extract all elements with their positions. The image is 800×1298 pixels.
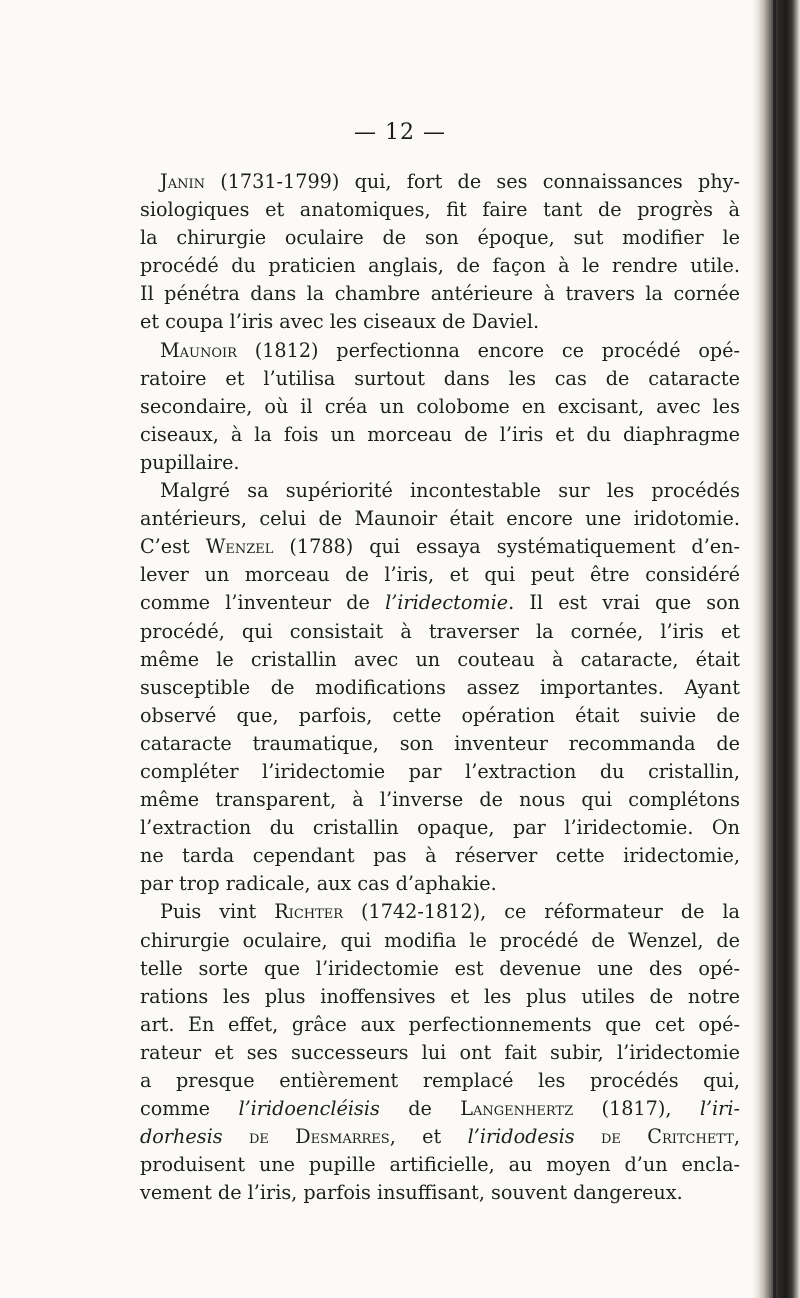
paragraph-wenzel: [140, 477, 740, 898]
paragraph-janin: [140, 168, 740, 337]
paragraph-richter: [140, 898, 740, 1207]
term-iridodesis: l’iridodesis: [467, 1125, 575, 1149]
text-line: siologiques et anatomiques, fit faire tant de progrès à: [140, 198, 740, 222]
text-line: a presque entièrement remplacé les procédés qui,: [140, 1069, 740, 1092]
text-line: ciseaux, à la fois un morceau de l’iris et du diaphragme: [140, 422, 740, 446]
text-line: produisent une pupille artificielle, au moyen d’un encla-: [140, 1153, 740, 1177]
text-line: lever un morceau de l’iris, et qui peut être considéré: [140, 563, 740, 587]
text-line: Maunoir (1812) perfectionna encore ce procédé opé-: [160, 338, 740, 362]
text-line: antérieurs, celui de Maunoir était encore une iridotomie.: [140, 507, 740, 531]
term-iridorhesis-start: l’iri-: [699, 1097, 740, 1121]
page-number: — 12 —: [354, 120, 446, 145]
text-line: et coupa l’iris avec les ciseaux de Daviel.: [140, 310, 540, 334]
author-name-desmarres: de Desmarres: [222, 1125, 390, 1149]
text-line: telle sorte que l’iridectomie est devenue une des opé-: [140, 956, 740, 980]
text-line: dorhesis de Desmarres, et l’iridodesis de Critchett,: [140, 1125, 740, 1149]
text-line: rations les plus inoffensives et les plus utiles de notre: [140, 984, 740, 1008]
text-line: comme l’inventeur de l’iridectomie. Il est vrai que son: [140, 591, 740, 615]
text-line: ratoire et l’utilisa surtout dans les cas de cataracte: [140, 366, 740, 390]
term-iridorhesis-end: dorhesis: [140, 1125, 223, 1149]
term-iridectomie: l’iridectomie: [385, 591, 509, 615]
text-line: observé que, parfois, cette opération était suivie de: [140, 703, 740, 727]
text-line: Malgré sa supériorité incontestable sur les procédés: [160, 479, 740, 503]
author-name-maunoir: Maunoir: [160, 338, 237, 362]
text-line: susceptible de modifications assez importantes. Ayant: [140, 675, 740, 699]
text-line: compléter l’iridectomie par l’extraction du cristallin,: [140, 759, 740, 783]
text-line: l’extraction du cristallin opaque, par l’iridectomie. On: [140, 816, 740, 840]
text-line: procédé, qui consistait à traverser la cornée, l’iris et: [140, 619, 740, 643]
author-name-richter: Richter: [274, 900, 344, 924]
book-binding-edge: [752, 0, 800, 1298]
text-line: secondaire, où il créa un colobome en excisant, avec les: [140, 394, 740, 418]
body-text: [140, 168, 740, 1207]
author-name-wenzel: Wenzel: [205, 535, 274, 559]
text-line: Janin (1731-1799) qui, fort de ses connaissances phy-: [160, 170, 740, 193]
text-line: ne tarda cependant pas à réserver cette iridectomie,: [140, 844, 740, 868]
text-line: la chirurgie oculaire de son époque, sut modifier le: [140, 226, 740, 250]
text-line: art. En effet, grâce aux perfectionnements que cet opé-: [140, 1012, 740, 1036]
text-line: Puis vint Richter (1742-1812), ce réformateur de la: [160, 900, 741, 924]
text-line: comme l’iridoencléisis de Langenhertz (1817), l’iri-: [140, 1097, 740, 1121]
text-line: vement de l’iris, parfois insuffisant, souvent dangereux.: [140, 1181, 683, 1205]
paragraph-maunoir: [140, 337, 740, 477]
text-line: pupillaire.: [140, 450, 240, 474]
term-iridoencleisis: l’iridoencléisis: [238, 1097, 380, 1121]
author-name-janin: Janin: [160, 170, 205, 193]
text-line: C’est Wenzel (1788) qui essaya systématiquement d’en-: [140, 535, 740, 559]
author-name-critchett: de Critchett: [574, 1125, 734, 1149]
binding-shadow-streak: [773, 0, 776, 1298]
text-line: procédé du praticien anglais, de façon à le rendre utile.: [140, 254, 740, 278]
text-line: même le cristallin avec un couteau à cataracte, était: [140, 647, 740, 671]
text-line: chirurgie oculaire, qui modifia le procédé de Wenzel, de: [140, 928, 740, 952]
text-line: par trop radicale, aux cas d’aphakie.: [140, 872, 497, 896]
text-line: rateur et ses successeurs lui ont fait subir, l’iridectomie: [140, 1040, 740, 1064]
text-line: cataracte traumatique, son inventeur recommanda de: [140, 731, 740, 755]
text-line: même transparent, à l’inverse de nous qui complétons: [140, 788, 740, 812]
text-line: Il pénétra dans la chambre antérieure à travers la cornée: [140, 282, 740, 306]
author-name-langenhertz: Langenhertz: [460, 1097, 574, 1121]
